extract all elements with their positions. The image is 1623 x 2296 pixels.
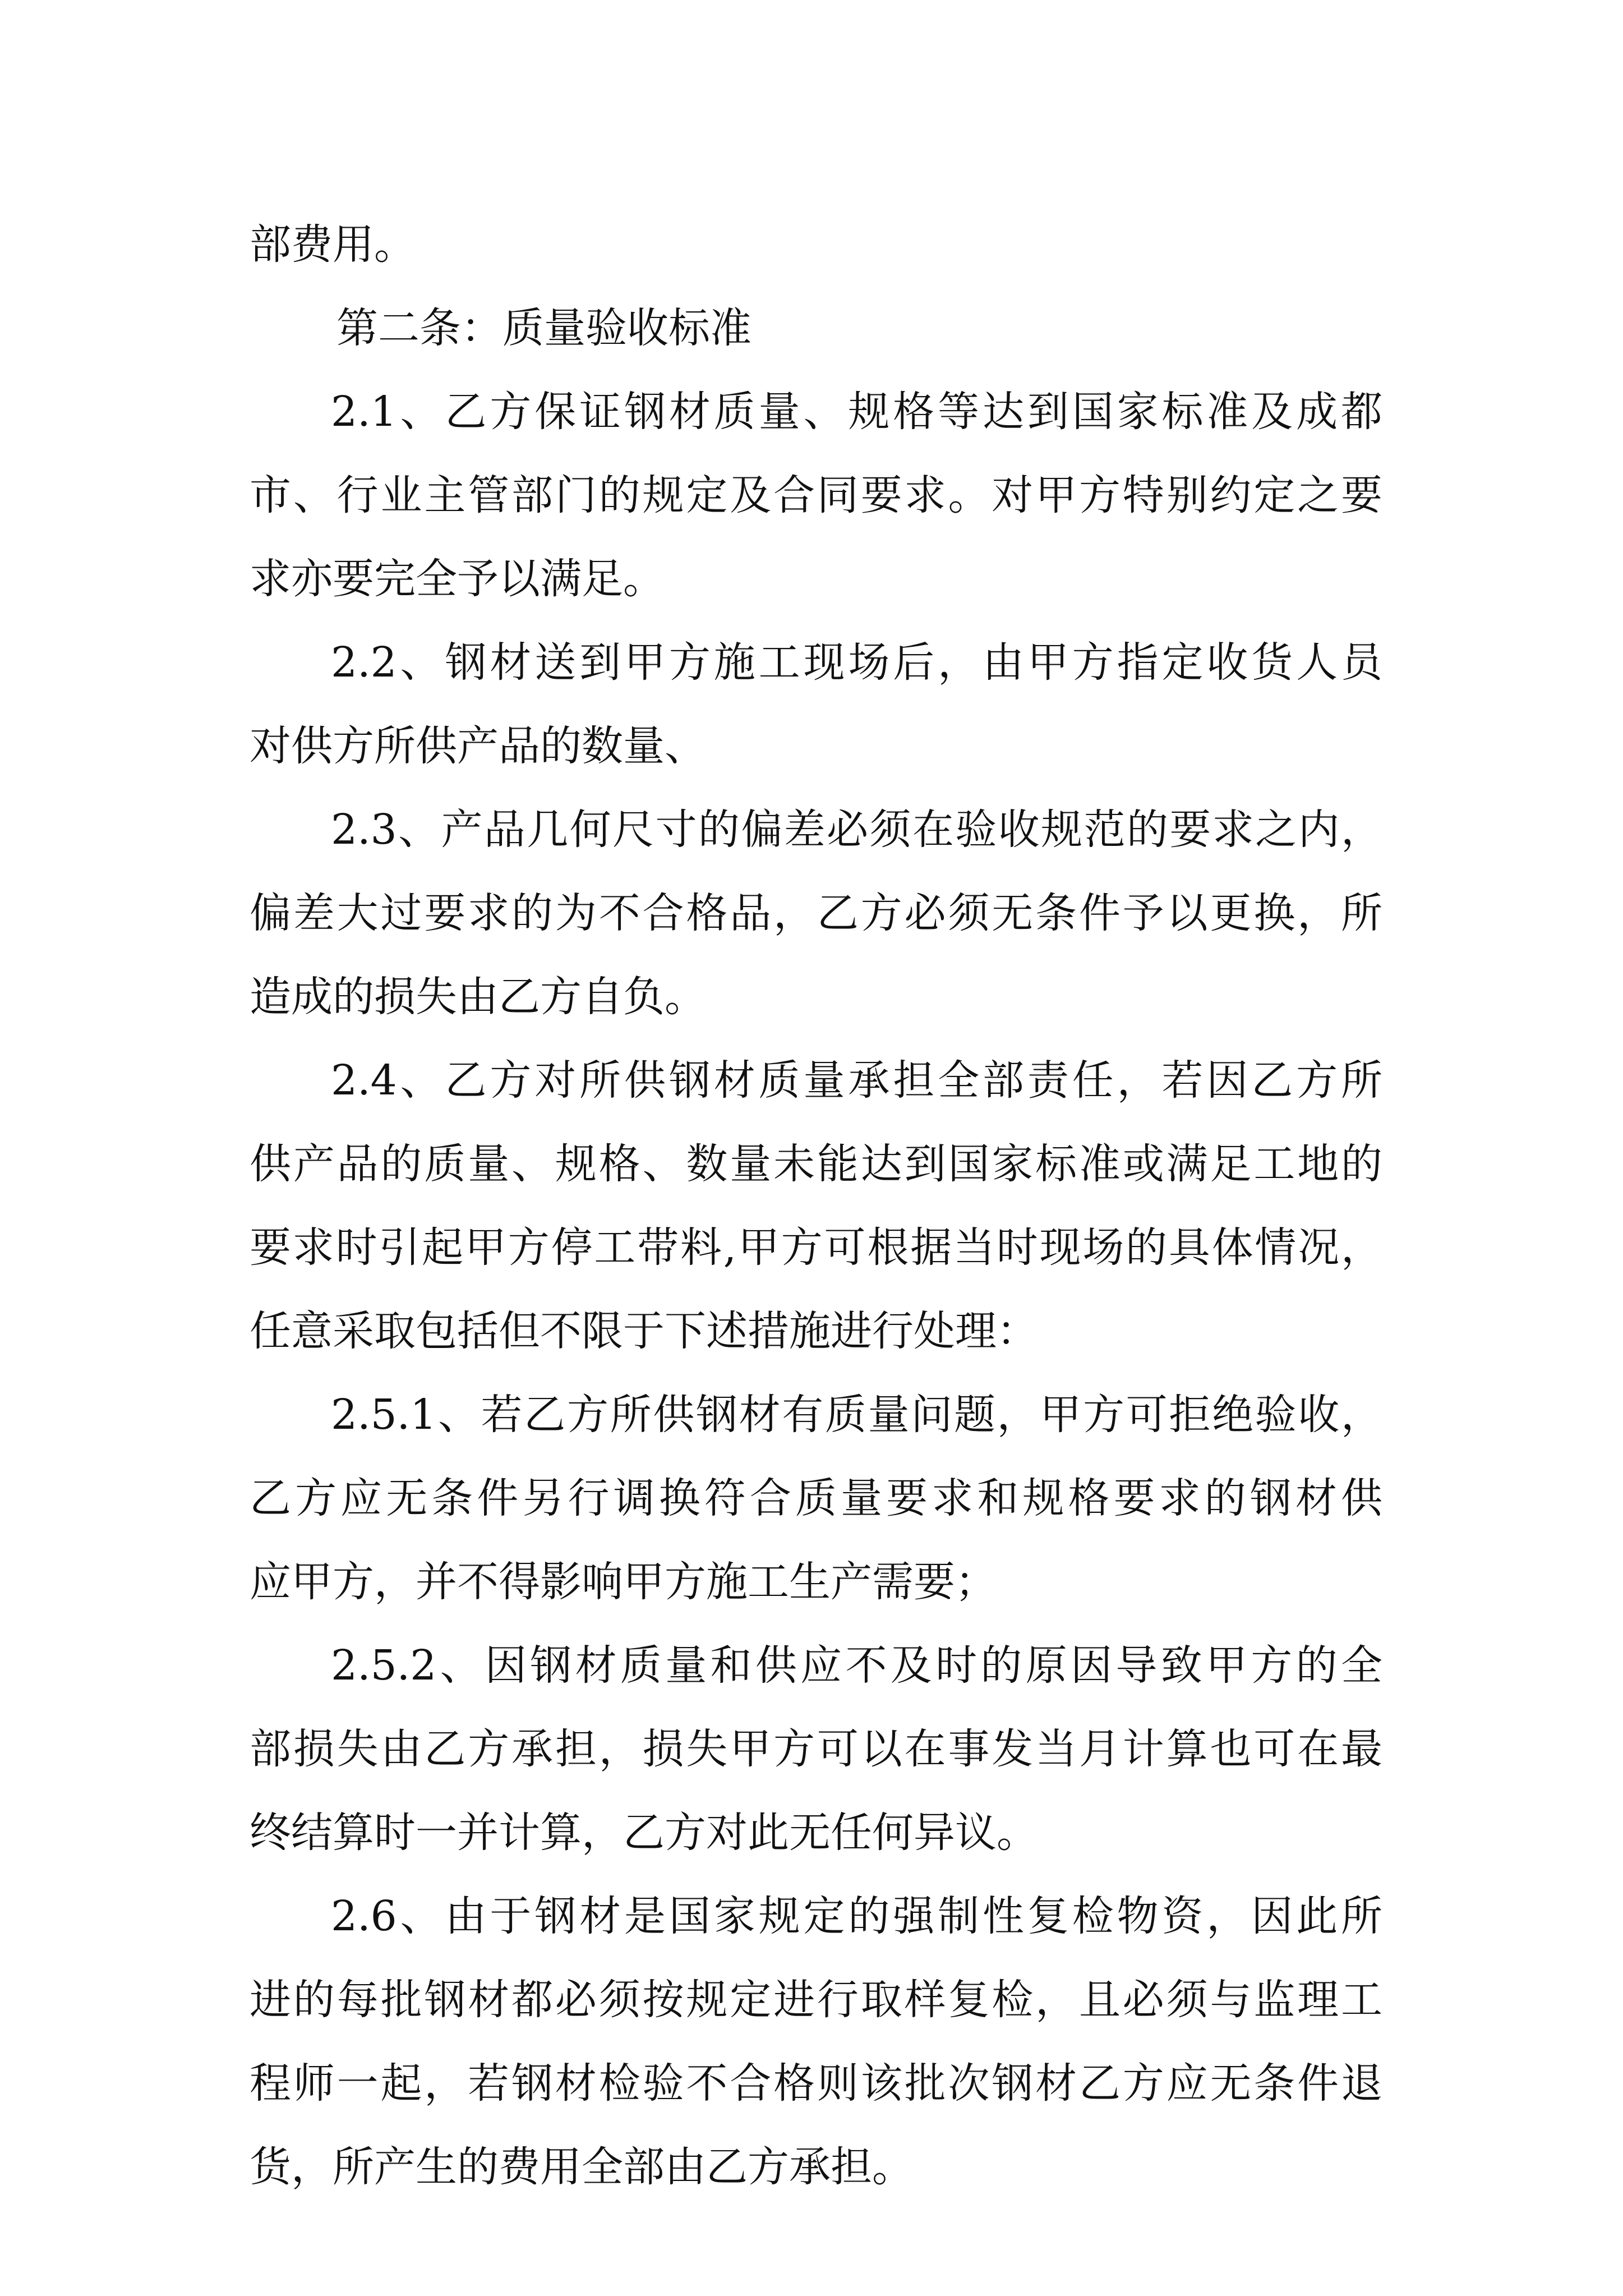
text-line: 2.5.1、若乙方所供钢材有质量问题，甲方可拒绝验收， [331, 1391, 1382, 1439]
text-line: 偏差大过要求的为不合格品，乙方必须无条件予以更换，所 [250, 889, 1382, 937]
text-line: 求亦要完全予以满足。 [250, 555, 665, 603]
text-line: 部费用。 [250, 220, 416, 269]
text-line: 造成的损失由乙方自负。 [250, 973, 706, 1021]
text-line: 市、行业主管部门的规定及合同要求。对甲方特别约定之要 [250, 471, 1382, 519]
text-line: 供产品的质量、规格、数量未能达到国家标准或满足工地的 [250, 1140, 1382, 1188]
text-line: 应甲方，并不得影响甲方施工生产需要； [250, 1558, 997, 1606]
text-line: 2.5.2、因钢材质量和供应不及时的原因导致甲方的全 [331, 1641, 1382, 1690]
text-line: 程师一起，若钢材检验不合格则该批次钢材乙方应无条件退 [250, 2059, 1382, 2108]
text-line: 对供方所供产品的数量、 [250, 722, 706, 770]
text-line: 要求时引起甲方停工带料,甲方可根据当时现场的具体情况， [250, 1223, 1382, 1272]
text-line: 2.4、乙方对所供钢材质量承担全部责任，若因乙方所 [331, 1056, 1382, 1105]
section-heading: 第二条：质量验收标准 [336, 304, 751, 352]
text-line: 2.2、钢材送到甲方施工现场后，由甲方指定收货人员 [331, 638, 1382, 687]
text-line: 2.6、由于钢材是国家规定的强制性复检物资，因此所 [331, 1892, 1382, 1940]
text-line: 乙方应无条件另行调换符合质量要求和规格要求的钢材供 [250, 1474, 1382, 1522]
text-line: 任意采取包括但不限于下述措施进行处理： [250, 1307, 1038, 1355]
text-line: 2.3、产品几何尺寸的偏差必须在验收规范的要求之内， [331, 806, 1382, 854]
text-line: 部损失由乙方承担，损失甲方可以在事发当月计算也可在最 [250, 1725, 1382, 1773]
text-line: 终结算时一并计算，乙方对此无任何异议。 [250, 1809, 1038, 1857]
text-line: 2.1、乙方保证钢材质量、规格等达到国家标准及成都 [331, 388, 1382, 436]
document-body [250, 203, 1382, 2209]
text-line: 货，所产生的费用全部由乙方承担。 [250, 2143, 914, 2191]
text-line: 进的每批钢材都必须按规定进行取样复检，且必须与监理工 [250, 1976, 1382, 2024]
